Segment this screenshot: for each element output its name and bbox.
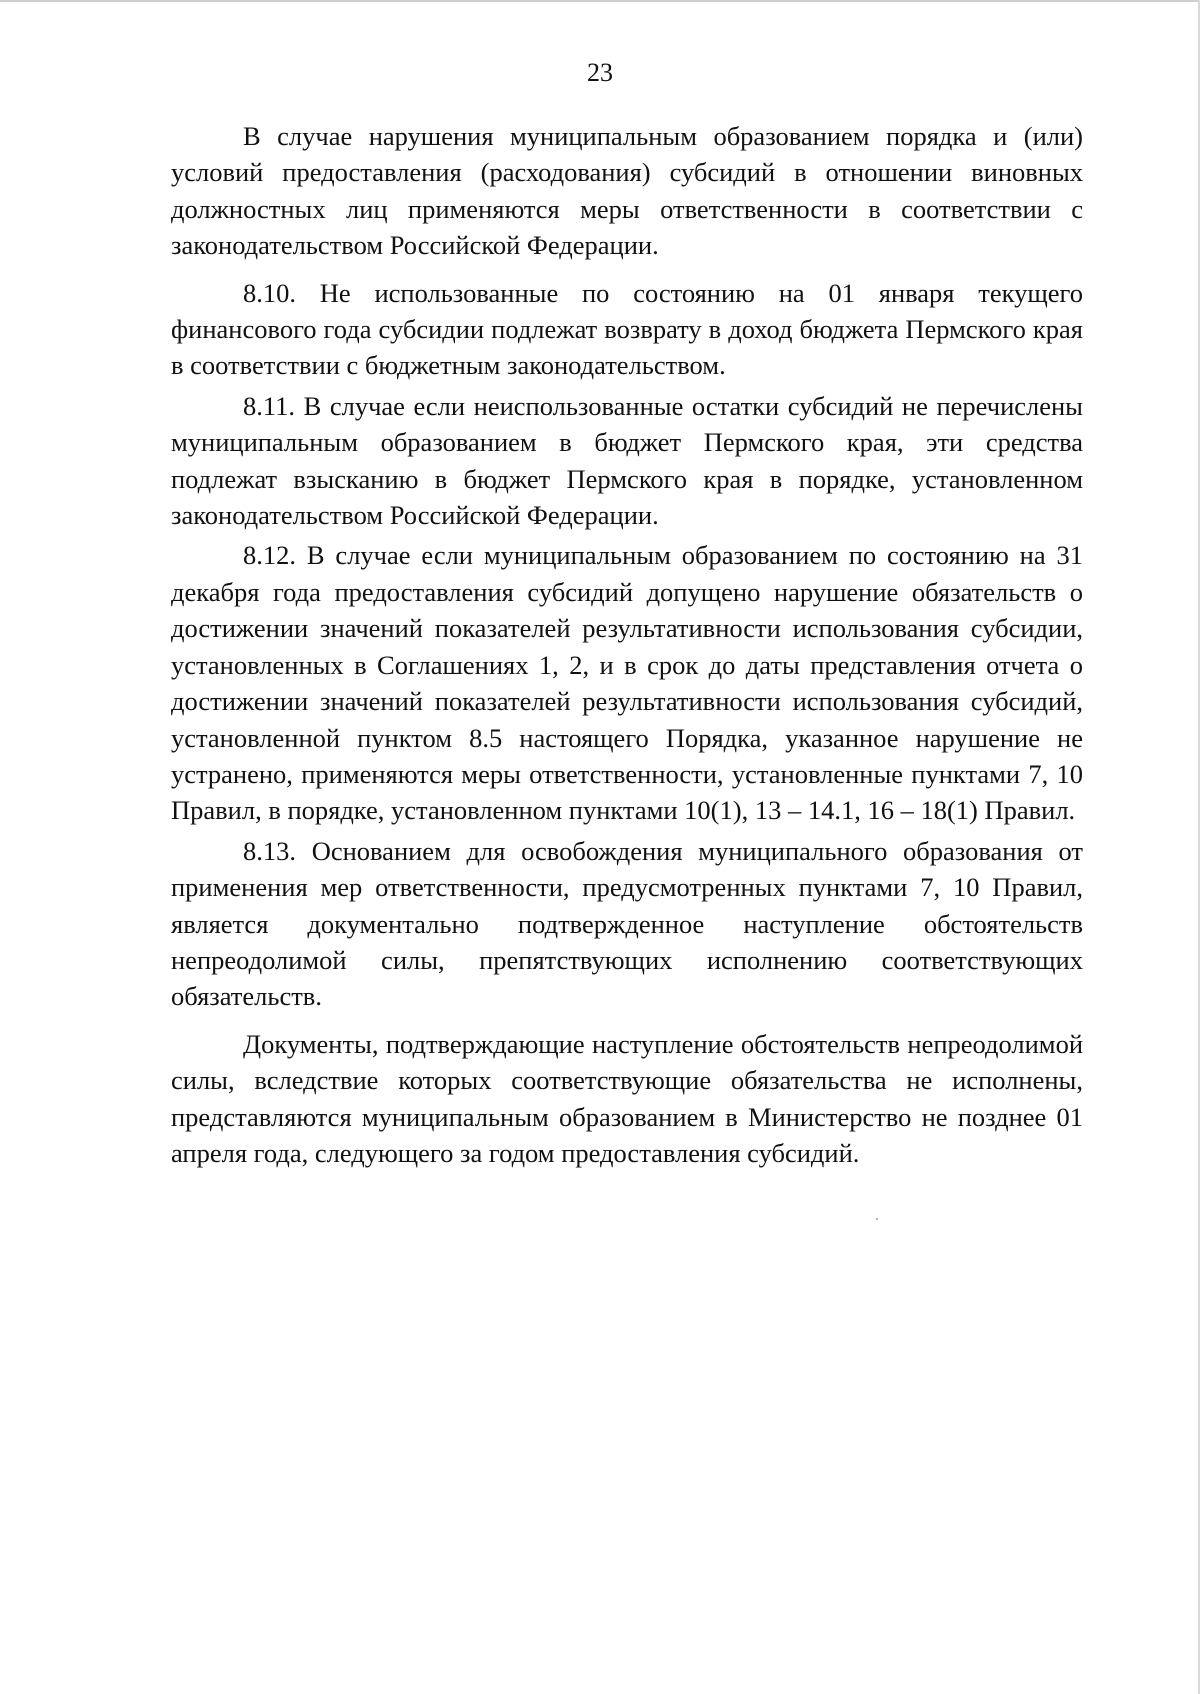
paragraph-8-13: 8.13. Основанием для освобождения муниципального образования от применения мер ответственности, предусмотренных пунктами 7, 10 Правил, является документально подтвержденное наступление обстоятельств непреодолимой силы, препятствующих исполнению соответствующих обязательств. — [171, 835, 1083, 1012]
paragraph-liability: В случае нарушения муниципальным образованием порядка и (или) условий предоставления (расходования) субсидий в отношении виновных должностных лиц применяются меры ответственности в соответствии с законодательством Российской Федерации. — [171, 121, 1083, 261]
paragraph-force-majeure-documents: Документы, подтверждающие наступление обстоятельств непреодолимой силы, вследствие которых соответствующие обязательства не исполнены, представляются муниципальным образованием в Министерство не позднее 01 апреля года, следующего за годом предоставления субсидий. — [171, 1028, 1083, 1168]
scan-speck — [876, 1218, 878, 1220]
scan-edge-top — [0, 0, 1200, 2]
document-body — [171, 118, 1083, 1175]
paragraph-8-10: 8.10. Не использованные по состоянию на 01 января текущего финансового года субсидии подлежат возврату в доход бюджета Пермского края в соответствии с бюджетным законодательством. — [171, 277, 1083, 381]
paragraph-8-12: 8.12. В случае если муниципальным образованием по состоянию на 31 декабря года предоставления субсидий допущено нарушение обязательств о достижении значений показателей результативности использования субсидии, установленных в Соглашениях 1, 2, и в срок до даты представления отчета о достижении значений показателей результативности использования субсидий, установленной пунктом 8.5 настоящего Порядка, указанное нарушение не устранено, применяются меры ответственности, установленные пунктами 7, 10 Правил, в порядке, установленном пунктами 10(1), 13 – 14.1, 16 – 18(1) Правил. — [171, 540, 1083, 826]
page-number: 23 — [587, 58, 613, 87]
paragraph-8-11: 8.11. В случае если неиспользованные остатки субсидий не перечислены муниципальным образованием в бюджет Пермского края, эти средства подлежат взысканию в бюджет Пермского края в порядке, установленном законодательством Российской Федерации. — [171, 390, 1083, 531]
